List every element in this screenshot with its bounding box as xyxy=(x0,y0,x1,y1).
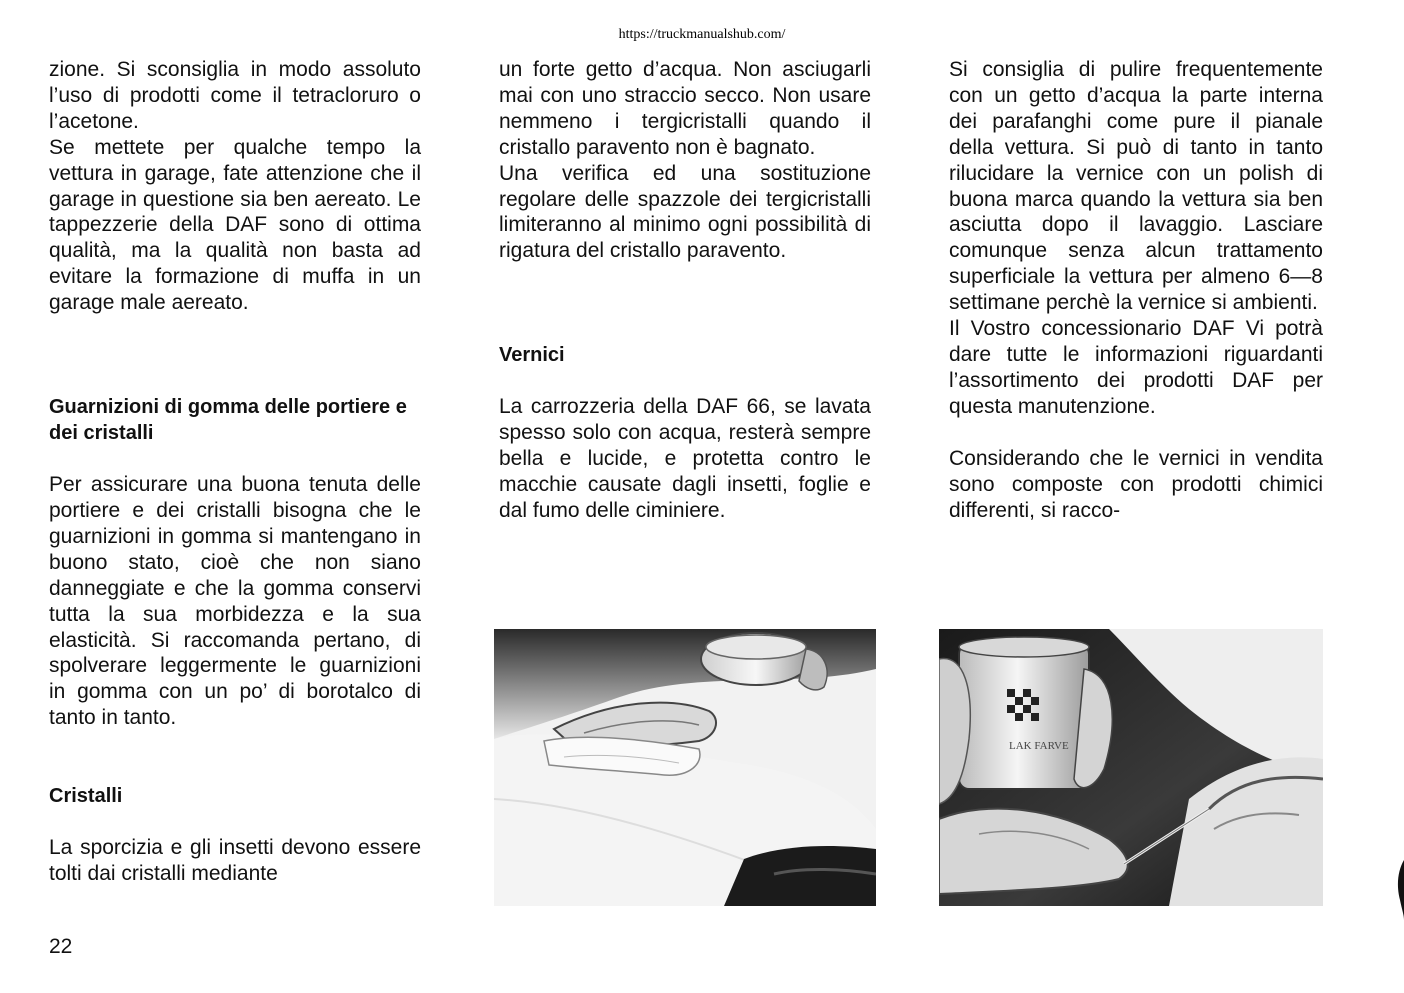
paragraph-water-jet: un forte getto d’acqua. Non asciugarli mai con uno straccio secco. Non usare nemmeno i tergicristalli quando il cristallo paravento non è bagnato. xyxy=(499,58,871,159)
photo-polishing-body xyxy=(494,629,876,906)
tin-label: LAK FARVE xyxy=(1009,740,1069,752)
paragraph-glass: La sporcizia e gli insetti devono essere tolti dai cristalli mediante xyxy=(49,836,421,886)
paragraph-polish: Si consiglia di pulire frequentemente con un getto d’acqua la parte interna dei parafanghi come pure il pianale della vettura. Si può di tanto in tanto rilucidare la vernice con un polish di buona marca quando la vettura sia ben asciutta dopo il lavaggio. Lasciare comunque senza alcun trattamento superficiale la vettura per almeno 6—8 settimane perchè la vernice si ambienti. xyxy=(949,58,1323,315)
paragraph-solvents: zione. Si sconsiglia in modo assoluto l’uso di prodotti come il tetracloruro o l’acetone. xyxy=(49,58,421,133)
paragraph-rubber-seals: Per assicurare una buona tenuta delle portiere e dei cristalli bisogna che le guarnizioni in gomma si mantengano in buono stato, cioè che non siano danneggiate e che la gomma conservi tutta la sua morbidezza e la sua elasticità. Si raccomanda pertano, di spolverare leggermente le guarnizioni in gomma con un po’ di borotalco di tanto in tanto. xyxy=(49,473,421,730)
heading-rubber-seals: Guarnizioni di gomma delle portiere e dei cristalli xyxy=(49,396,407,445)
photo-paint-touch-up xyxy=(939,629,1323,906)
text-column-left xyxy=(49,57,421,887)
text-column-right xyxy=(949,57,1323,523)
heading-glass: Cristalli xyxy=(49,785,123,808)
paragraph-body-washing: La carrozzeria della DAF 66, se lavata spesso solo con acqua, resterà sempre bella e lucide, e protetta contro le macchie causate dagli insetti, foglie e dal fumo delle ciminiere. xyxy=(499,395,871,522)
paragraph-garage: Se mettete per qualche tempo la vettura in garage, fate attenzione che il garage in questione sia ben aereato. Le tappezzerie della DAF sono di ottima qualità, ma la qualità non basta ad evitare la formazione di muffa in un garage male aereato. xyxy=(49,135,421,315)
paragraph-dealer: Il Vostro concessionario DAF Vi potrà dare tutte le informazioni riguardanti l’assortimento dei prodotti DAF per questa manutenzione. xyxy=(949,317,1323,418)
binding-edge-mark xyxy=(1394,860,1404,920)
text-column-middle xyxy=(499,57,871,524)
source-url: https://truckmanualshub.com/ xyxy=(618,27,786,42)
paragraph-wiper-blades: Una verifica ed una sostituzione regolare delle spazzole dei tergicristalli limiteranno al minimo ogni possibilità di rigatura del cristallo paravento. xyxy=(499,161,871,263)
paragraph-paint-products: Considerando che le vernici in vendita sono composte con prodotti chimici differenti, si racco- xyxy=(949,446,1323,522)
page-number: 22 xyxy=(49,935,73,958)
heading-paint: Vernici xyxy=(499,344,565,367)
